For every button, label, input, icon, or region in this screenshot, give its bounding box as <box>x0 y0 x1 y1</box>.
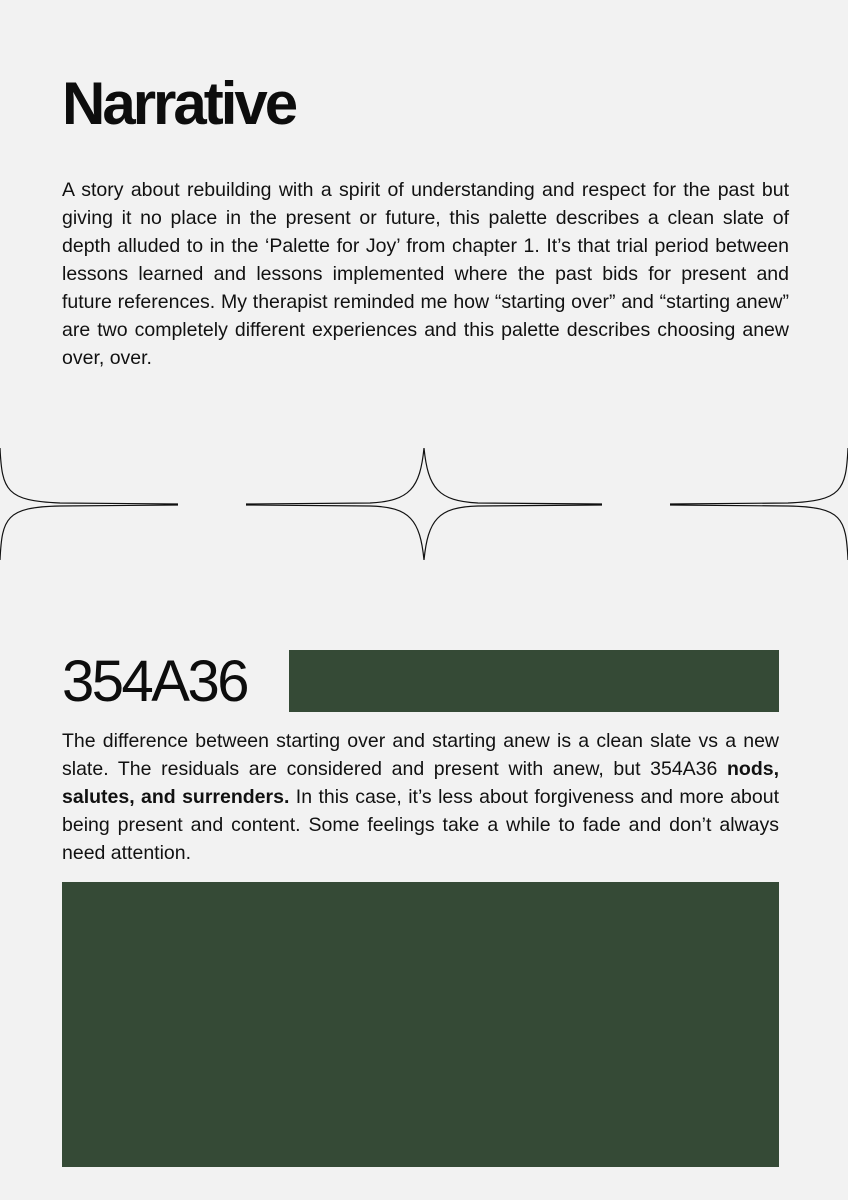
page-title: Narrative <box>62 70 296 137</box>
four-point-star-divider-icon <box>0 440 848 570</box>
color-swatch-bar <box>289 650 779 712</box>
intro-paragraph: A story about rebuilding with a spirit of understanding and respect for the past but giving it no place in the present or future, this palette describes a clean slate of depth alluded to in the ‘Palette for Joy’ from chapter 1. It’s that trial period between lessons learned and lessons implemented where the past bids for present and future references. My therapist reminded me how “starting over” and “starting anew” are two completely different experiences and this palette describes choosing anew over, over. <box>62 179 789 369</box>
description-emphasis: nods, salutes, and surrenders. <box>62 758 779 808</box>
color-swatch-large <box>62 882 779 1167</box>
description-text-start: The difference between starting over and starting anew is a clean slate vs a new slate. The residuals are considered and present with anew, but 354A36 <box>62 730 779 780</box>
color-code-heading: 354A36 <box>62 649 247 714</box>
description-text-end: In this case, it’s less about forgiveness and more about being present and content. Some feelings take a while to fade and don’t always need attention. <box>62 786 780 864</box>
color-description <box>62 727 779 867</box>
